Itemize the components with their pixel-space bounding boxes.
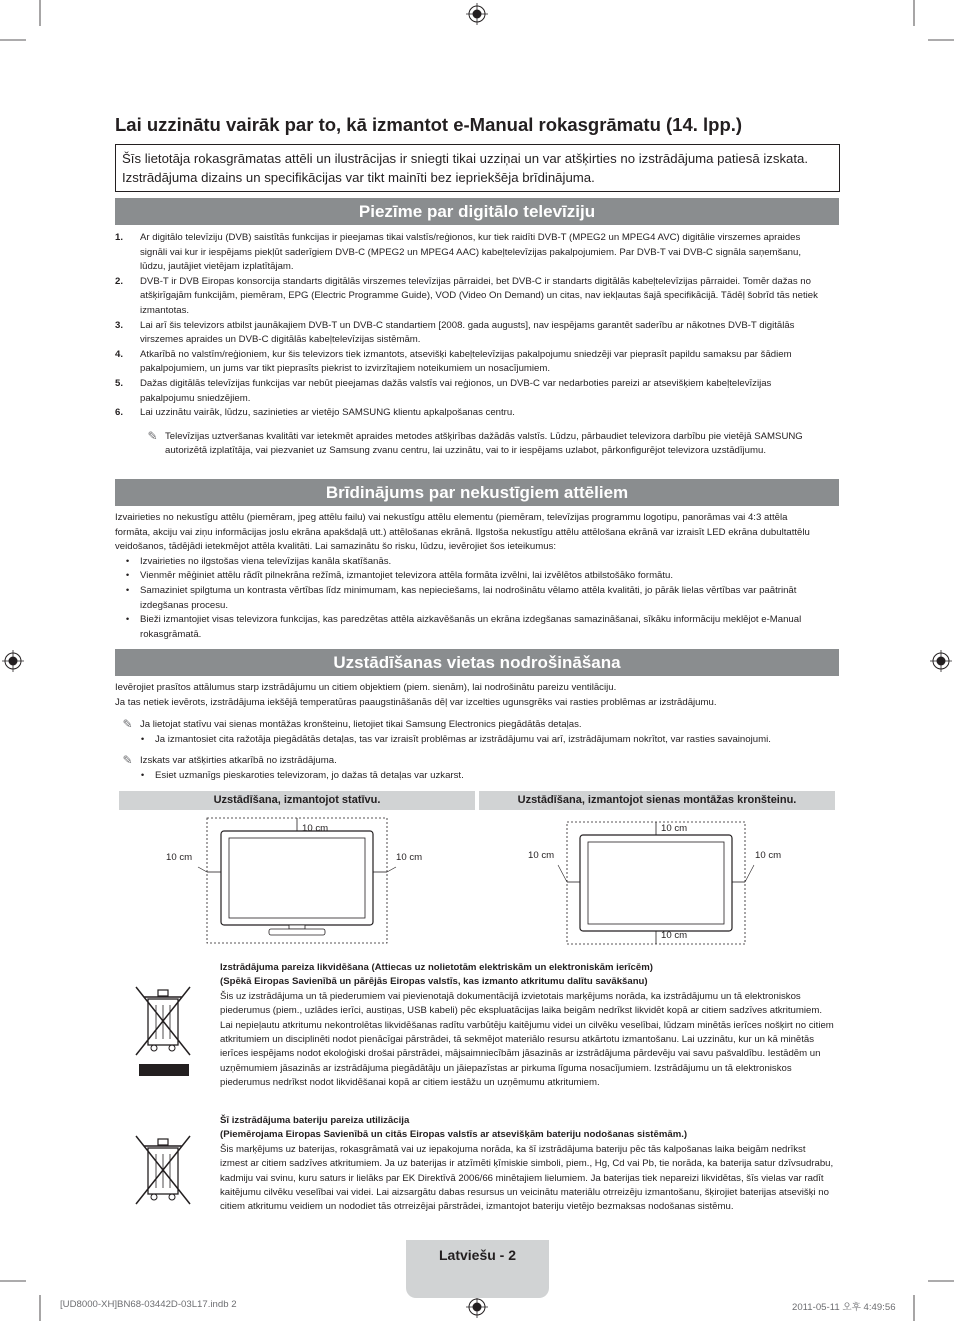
clearance-label-left: 10 cm (528, 850, 555, 861)
crossed-bin-weee-icon (134, 985, 192, 1079)
wall-mount-installation-diagram (479, 812, 835, 947)
still-image-intro: Izvairieties no nekustīgu attēlu (piemēram, jpeg attēlu failu) vai nekustīgu attēlu elementu (piemēram, televīzijas programmu logotipu, panorāmas vai 4:3 attēla formāta, akciju vai ziņu informācijas joslu ekrāna apakšdaļā utt.) attēlošanas ekrānā. Ilgstoša nekustīgu attēlu attēlošana ekrānā var izraisīt LED ekrāna dubultattēlu veidošanos, tādējādi ietekmējot attēla kvalitāti. Lai samazinātu šo risku, lūdzu, ievērojiet šos ieteikumus: (115, 512, 810, 553)
clearance-label-left: 10 cm (166, 852, 193, 863)
digital-tv-list (115, 231, 825, 459)
print-slug-date: 2011-05-11 오후 4:49:56 (792, 1302, 896, 1313)
disclaimer-box: Šīs lietotāja rokasgrāmatas attēli un ilustrācijas ir sniegti tikai uzziņai un var atšķirties no izstrādājuma patiesā izskata. Izstrādājuma dizains un specifikācijas var tikt mainīti bez iepriekšēja brīdinājuma. (115, 144, 840, 192)
print-slug-file: [UD8000-XH]BN68-03442D-03L17.indb 2 (60, 1299, 237, 1310)
clearance-label-top: 10 cm (661, 823, 688, 834)
weee-subtitle: (Spēkā Eiropas Savienībā un pārējās Eiropas valstīs, kas izmanto atkritumu dalītu savākšanu) (220, 976, 648, 988)
list-item: 3. Lai arī šis televizors atbilst jaunākajiem DVB-T un DVB-C standartiem [2008. gada augusts], nav iespējams garantēt saderību ar nākotnes DVB-T digitālās virszemes apraides un DVB-C digitālās kabeļtelevīzijas sistēmām. (115, 319, 795, 346)
pencil-note-icon: ✎ (122, 753, 133, 768)
section-heading-still-image: Brīdinājums par nekustīgiem attēliem (115, 479, 839, 506)
clearance-label-bottom: 10 cm (661, 930, 688, 941)
crossed-bin-battery-icon (134, 1134, 192, 1206)
battery-body: Šis marķējums uz baterijas, rokasgrāmatā vai uz iepakojuma norāda, ka šī izstrādājuma bateriju pēc tās kalpošanas laika beigām nedrīkst izmest ar citiem sadzīves atkritumiem. Ja uz baterijas ir atzīmēti ķīmiskie simboli, piem., Hg, Cd vai Pb, tie norāda, ka baterija satur dzīvsudrabu, kadmiju vai svinu, kuru saturs ir lielāks par EK Direktīvā 2006/66 minētajiem lielumiem. Ja baterijas tiek nepareizi likvidētas, šīs vielas var radīt kaitējumu cilvēku veselībai vai videi. Lai aizsargātu dabas resursus un veicinātu materiālu otrreizēju izmantošanu, šķirojiet baterijas atsevišķi no citiem atkritumu veidiem un nododiet tās otrreizējai pārstrādei, izmantojot bateriju vietējo bezmaksas nodošanas sistēmu. (220, 1143, 834, 1213)
registration-mark-icon (930, 650, 952, 672)
stand-installation-diagram (119, 812, 475, 947)
list-item: • Bieži izmantojiet visas televizora funkcijas, kas paredzētas attēla aizkavēšanās un ekrāna izdegšanas samazināšanai, sīkāku informāciju meklējot e-Manual rokasgrāmatā. (125, 614, 802, 640)
clearance-label-right: 10 cm (396, 852, 423, 863)
list-item: 2. DVB-T ir DVB Eiropas konsorcija standarts digitālās virszemes televīzijas pārraidei, bet DVB-C ir standarts digitālās kabeļtelevīzijas pārraidei. Tomēr dažas no atšķirīgajām funkcijām, piemēram, EPG (Electric Programme Guide), VOD (Video On Demand) un citas, nav iekļautas šajā specifikācijā. Tādēļ šobrīd tās netiek izmantotas. (115, 275, 818, 316)
clearance-label-top: 10 cm (302, 823, 329, 834)
registration-mark-icon (466, 3, 488, 25)
installation-notes (115, 718, 835, 783)
battery-disposal-section (220, 1114, 835, 1215)
weee-body: Šis uz izstrādājuma un tā piederumiem vai pievienotajā dokumentācijā izvietotais marķējums norāda, ka izstrādājumu un tā elektroniskos piederumus (piem., uzlādes ierīci, austiņas, USB kabeli) pēc ekspluatācijas laika beigām nedrīkst likvidēt kopā ar citiem sadzīves atkritumiem. Lai nepieļautu atkritumu nekontrolētas likvidēšanas radītu varbūtēju kaitējumu videi un cilvēku veselībai, lūdzam minētās ierīces nošķirt no citiem atkritumiem un disciplinēti nodot pienācīgai pārstrādei, tā sekmējot materiālo resursu atkārtotu izmantošanu. Lai uzzinātu, kur un kā minētās ierīces iespējams nodot ekoloģiski drošai pārstrādei, mājsaimniecībām jāsazinās ar izstrādājuma pārdevēju vai savu pašvaldību. Iestādēm un uzņēmumiem jāsazinās ar izstrādājuma piegādātāju un jāiepazīstas ar pirkuma līguma nosacījumiem. Izstrādājumu un tā elektroniskos piederumus nedrīkst nodot likvidēšanai kopā ar citiem iestāžu un uzņēmumu atkritumiem. (220, 990, 834, 1089)
list-item: 6. Lai uzzinātu vairāk, lūdzu, sazinieties ar vietējo SAMSUNG klientu apkalpošanas centru. (115, 407, 515, 419)
figure-title-wall-mount: Uzstādīšana, izmantojot sienas montāžas kronšteinu. (479, 791, 835, 810)
section-heading-installation: Uzstādīšanas vietas nodrošināšana (115, 649, 839, 676)
pencil-note-icon: ✎ (147, 428, 158, 443)
figure-title-stand: Uzstādīšana, izmantojot statīvu. (119, 791, 475, 810)
page-number: Latviešu - 2 (438, 1247, 517, 1263)
note: ✎ Ja lietojat statīvu vai sienas montāžas kronšteinu, lietojiet tikai Samsung Electronics piegādātās detaļas. (115, 718, 835, 733)
list-item: • Esiet uzmanīgs pieskaroties televizoram, jo dažas tā detaļas var uzkarst. (140, 769, 464, 781)
list-item: 4. Atkarībā no valstīm/reģioniem, kur šis televizors tiek izmantots, atsevišķi kabeļtelevīzijas pakalpojumu sniedzēji var pieprasīt papildu samaksu par šādiem pakalpojumiem, un jums var tikt pieprasīts piekrist to izvirzītajiem noteikumiem un nosacījumiem. (115, 348, 792, 375)
list-item: • Izvairieties no ilgstošas viena televīzijas kanāla skatīšanās. (125, 555, 392, 567)
note: ✎ Izskats var atšķirties atkarībā no izstrādājuma. (115, 754, 835, 769)
weee-title: Izstrādājuma pareiza likvidēšana (Attiecas uz nolietotām elektriskām un elektroniskām ierīcēm) (220, 962, 653, 973)
weee-disposal-section (220, 961, 835, 1091)
list-item: • Ja izmantosiet cita ražotāja piegādātās detaļas, tas var izraisīt problēmas ar izstrādājumu vai arī, izstrādājumam nokrītot, var rasties savainojumi. (140, 733, 771, 745)
registration-mark-icon (466, 1296, 488, 1318)
list-item: • Vienmēr mēģiniet attēlu rādīt pilnekrāna režīmā, izmantojiet televizora attēla formāta izvēlni, lai izvēlētos atbilstošāko formātu. (125, 570, 674, 582)
clearance-label-right: 10 cm (755, 850, 782, 861)
list-item: 5. Dažas digitālās televīzijas funkcijas var nebūt pieejamas dažās valstīs vai reģionos, un DVB-C var nedarboties pareizi ar atsevišķiem kabeļtelevīzijas pakalpojumu sniedzējiem. (115, 377, 772, 404)
still-image-section (115, 511, 825, 642)
section-heading-digital-tv: Piezīme par digitālo televīziju (115, 198, 839, 225)
list-item: 1. Ar digitālo televīziju (DVB) saistītās funkcijas ir pieejamas tikai valstīs/reģionos, kur tiek raidīti DVB-T (MPEG2 un MPEG4 AVC) digitālie virszemes apraides signāli vai kur ir iespējams piekļūt saderīgiem DVB-C (MPEG2 un MPEG4 AAC) kabeļtelevīzijas pakalpojumiem. Par DVB-T vai DVB-C signāla saņemšanu, lūdzu, jautājiet vietējam izplatītājam. (115, 232, 801, 273)
installation-intro: Ievērojiet prasītos attālumus starp izstrādājumu un citiem objektiem (piem. sienām), lai nodrošinātu pareizu ventilāciju. Ja tas netiek ievērots, izstrādājuma iekšējā temperatūras paaugstināšanās dēļ var izcelties ugunsgrēks vai rasties problēmas ar izstrādājumu. (115, 682, 717, 708)
battery-title: Šī izstrādājuma bateriju pareiza utilizācija (220, 1115, 410, 1126)
registration-mark-icon (2, 650, 24, 672)
list-item: • Samaziniet spilgtuma un kontrasta vērtības līdz minimumam, kas nepieciešams, lai nodrošinātu vēlamo attēla kvalitāti, jo pārāk lielas vērtības var paātrināt izdegšanas procesu. (125, 584, 797, 611)
page-title: Lai uzzinātu vairāk par to, kā izmantot e-Manual rokasgrāmatu (14. lpp.) (115, 114, 743, 135)
note: ✎ Televīzijas uztveršanas kvalitāti var ietekmēt apraides metodes atšķirības dažādās valstīs. Lūdzu, pārbaudiet televizora darbību pie vietējā SAMSUNG autorizētā izplatītāja, vai piezvaniet uz Samsung zvanu centru, lai uzzinātu, vai to ir iespējams uzlabot, pārkonfigurējot televizora uzstādījumu. (115, 430, 825, 459)
battery-subtitle: (Piemērojama Eiropas Savienībā un citās Eiropas valstīs ar atsevišķām bateriju nodošanas sistēmām.) (220, 1129, 688, 1141)
pencil-note-icon: ✎ (122, 717, 133, 731)
